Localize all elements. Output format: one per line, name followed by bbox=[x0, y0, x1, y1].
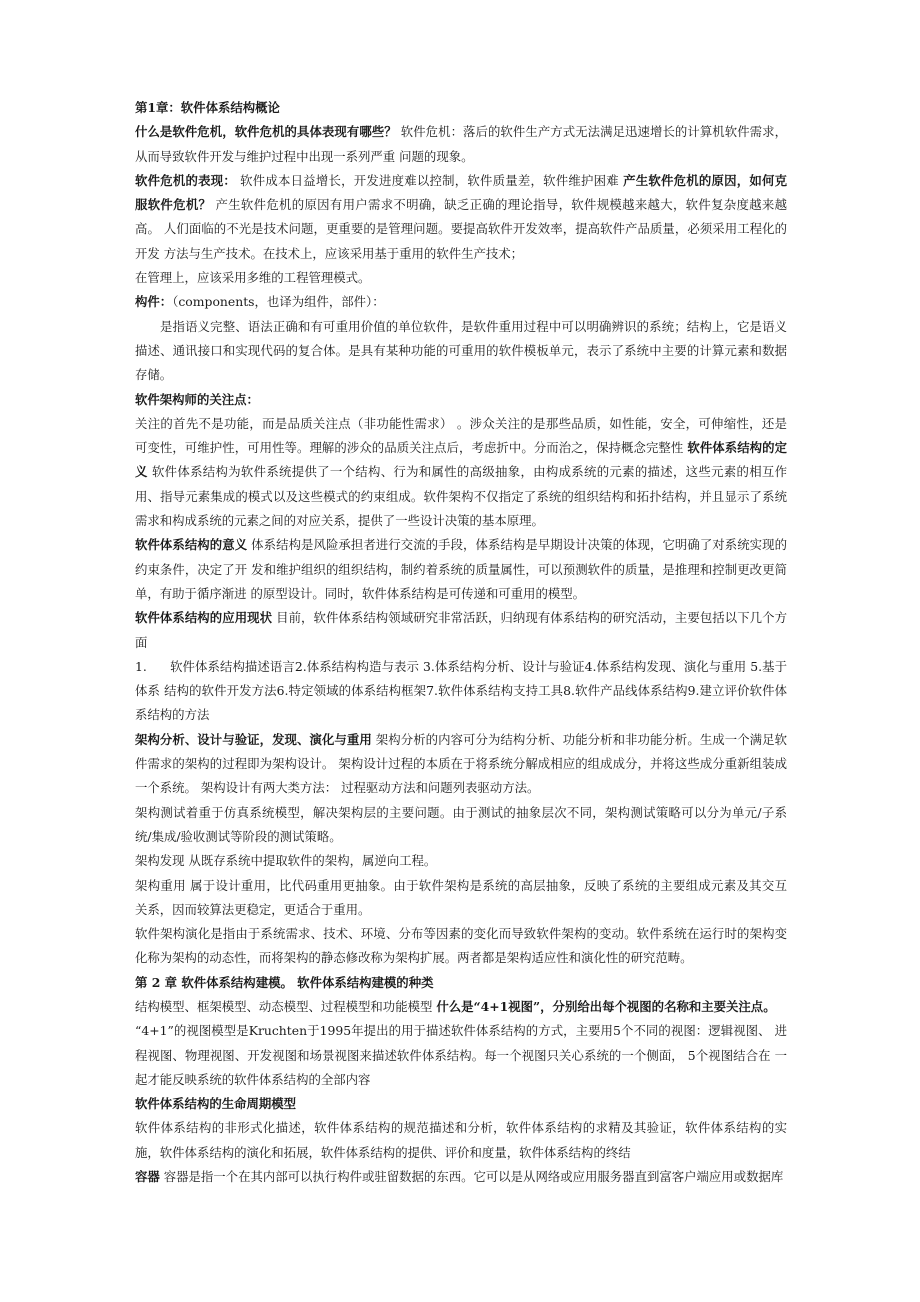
paragraph-management bbox=[135, 266, 787, 290]
body-text: 是指语义完整、语法正确和有可重用价值的单位软件，是软件重用过程中可以明确辨识的系统；结构上，它是语义描述、通讯接口和实现代码的复合体。是具有某种功能的可重用的软件模板单元，表示了系统中主要的计算元素和数据存储。 bbox=[135, 318, 787, 383]
question-text: 什么是“4+1视图”，分别给出每个视图的名称和主要关注点。 bbox=[436, 998, 776, 1014]
body-text: 在管理上，应该采用多维的工程管理模式。 bbox=[135, 270, 371, 286]
body-text: “4+1”的视图模型是Kruchten于1995年提出的用于描述软件体系结构的方式，主要用5个不同的视图：逻辑视图、 进程视图、物理视图、开发视图和场景视图来描述软件体系结构。每一个视图只关心系统的一个侧面， 5个视图结合在 一起才能反映系统的软件体系结构的全部内容 bbox=[135, 1023, 787, 1087]
body-text: 结构模型、框架模型、动态模型、过程模型和功能模型 bbox=[135, 998, 437, 1014]
paragraph-component-term bbox=[135, 290, 787, 314]
paragraph-architecture-reuse bbox=[135, 874, 787, 923]
chapter-2-heading bbox=[135, 971, 787, 995]
question-text: 产生软件危机的原因，如何克服软件危机？ bbox=[135, 172, 787, 213]
body-text: 架构发现 从既存系统中提取软件的架构，属逆向工程。 bbox=[135, 853, 437, 869]
body-text: 容器是指一个在其内部可以执行构件或驻留数据的东西。它可以是从网络或应用服务器直到富客户端应用或数据库 bbox=[159, 1169, 784, 1185]
term-text: 软件体系结构的定义 bbox=[135, 440, 787, 480]
paragraph-architecture-analysis bbox=[135, 728, 787, 801]
heading-text: 软件架构师的关注点： bbox=[135, 391, 259, 407]
paragraph-container bbox=[135, 1165, 787, 1189]
body-text: 软件体系结构描述语言2.体系结构构造与表示 3.体系结构分析、设计与验证4.体系结构发现、演化与重用 5.基于体系 结构的软件开发方法6.特定领域的体系结构框架7.软件体系结构支持工具8.软件产品线体系结构9.建立评价软件体系结构的方法 bbox=[135, 658, 787, 723]
list-number: 1. bbox=[135, 658, 147, 674]
paragraph-architecture-testing bbox=[135, 801, 787, 850]
body-text: 架构重用 属于设计重用，比代码重用更抽象。由于软件架构是系统的高层抽象，反映了系统的主要组成元素及其交互 关系，因而较算法更稳定，更适合于重用。 bbox=[135, 877, 787, 917]
paragraph-lifecycle bbox=[135, 1116, 787, 1165]
heading-text: 软件体系结构的生命周期模型 bbox=[135, 1096, 297, 1112]
term-text: 软件体系结构的应用现状 bbox=[135, 610, 273, 626]
body-text: 架构测试着重于仿真系统模型，解决架构层的主要问题。由于测试的抽象层次不同，架构测试策略可以分为单元/子系统/集成/验收测试等阶段的测试策略。 bbox=[135, 804, 787, 844]
body-text: （components，也译为组件，部件）： bbox=[172, 294, 385, 310]
paragraph-architecture-discovery bbox=[135, 849, 787, 873]
body-text: 软件成本日益增长，开发进度难以控制，软件质量差，软件维护困难 bbox=[236, 172, 624, 188]
body-text: 架构分析的内容可分为结构分析、功能分析和非功能分析。生成一个满足软件需求的架构的过程即为架构设计。 架构设计过程的本质在于将系统分解成相应的组成成分，并将这些成分重新组装成一个系统。 架构设计有两大类方法： 过程驱动方法和问题列表驱动方法。 bbox=[135, 731, 787, 796]
answer-text: 产生软件危机的原因有用户需求不明确，缺乏正确的理论指导，软件规模越来越大，软件复杂度越来越高。 人们面临的不光是技术问题，更重要的是管理问题。要提高软件开发效率，提高软件产品质量，必须采用工程化的开发 方法与生产技术。在技术上，应该采用基于重用的软件生产技术； bbox=[135, 197, 787, 261]
body-text: 体系结构是风险承担者进行交流的手段，体系结构是早期设计决策的体现，它明确了对系统实现的约束条件，决定了开 发和维护组织的组织结构，制约着系统的质量属性，可以预测软件的质量，是推理和控制更改更简单，有助于循序渐进 的原型设计。同时，软件体系结构是可传递和可重用的模型。 bbox=[135, 537, 787, 601]
paragraph-architecture-evolution bbox=[135, 922, 787, 971]
paragraph-crisis-symptoms bbox=[135, 169, 787, 266]
paragraph-component-definition bbox=[135, 315, 787, 388]
chapter-1-heading bbox=[135, 96, 787, 120]
architect-concerns-heading bbox=[135, 388, 787, 412]
paragraph-software-crisis bbox=[135, 120, 787, 169]
term-text: 软件危机的表现： bbox=[135, 172, 236, 188]
body-text: 软件架构演化是指由于系统需求、技术、环境、分布等因素的变化而导致软件架构的变动。软件系统在运行时的架构变化称为架构的动态性，而将架构的静态修改称为架构扩展。两者都是架构适应性和演化性的研究范畴。 bbox=[135, 926, 787, 966]
body-text: 关注的首先不是功能，而是品质关注点（非功能性需求） 。涉众关注的是那些品质，如性能，安全，可伸缩性，还是 可变性，可维护性，可用性等。理解的涉众的品质关注点后，考虑折中。分而治之，保持概念完整性 bbox=[135, 415, 787, 456]
term-text: 软件体系结构的意义 bbox=[135, 537, 248, 553]
paragraph-application-status bbox=[135, 606, 787, 655]
lifecycle-heading bbox=[135, 1092, 787, 1116]
question-text: 什么是软件危机，软件危机的具体表现有哪些？ bbox=[135, 124, 397, 140]
paragraph-research-list bbox=[135, 655, 787, 728]
body-text: 目前，软件体系结构领域研究非常活跃，归纳现有体系结构的研究活动，主要包括以下几个方面 bbox=[135, 610, 787, 650]
document-body bbox=[135, 96, 787, 1189]
term-text: 容器 bbox=[135, 1169, 160, 1185]
term-text: 架构分析、设计与验证，发现、演化与重用 bbox=[135, 731, 372, 747]
paragraph-model-types bbox=[135, 995, 787, 1019]
heading-text: 第 2 章 软件体系结构建模。 软件体系结构建模的种类 bbox=[135, 974, 434, 990]
term-text: 构件： bbox=[135, 294, 173, 310]
body-text: 软件体系结构为软件系统提供了一个结构、行为和属性的高级抽象，由构成系统的元素的描述，这些元素的相互作用、指导元素集成的模式以及这些模式的约束组成。软件架构不仅指定了系统的组织结构和拓扑结构，并且显示了系统需求和构成系统的元素之间的对应关系，提供了一些设计决策的基本原理。 bbox=[135, 464, 787, 529]
answer-text: 软件危机：落后的软件生产方式无法满足迅速增长的计算机软件需求，从而导致软件开发与维护过程中出现一系列严重 问题的现象。 bbox=[135, 124, 787, 164]
paragraph-architecture-significance bbox=[135, 533, 787, 606]
heading-text: 第1章：软件体系结构概论 bbox=[135, 100, 280, 115]
paragraph-architect-concerns bbox=[135, 412, 787, 533]
body-text: 软件体系结构的非形式化描述，软件体系结构的规范描述和分析，软件体系结构的求精及其验证，软件体系结构的实施，软件体系结构的演化和拓展，软件体系结构的提供、评价和度量，软件体系结构的终结 bbox=[135, 1120, 787, 1160]
paragraph-4plus1-view bbox=[135, 1019, 787, 1092]
